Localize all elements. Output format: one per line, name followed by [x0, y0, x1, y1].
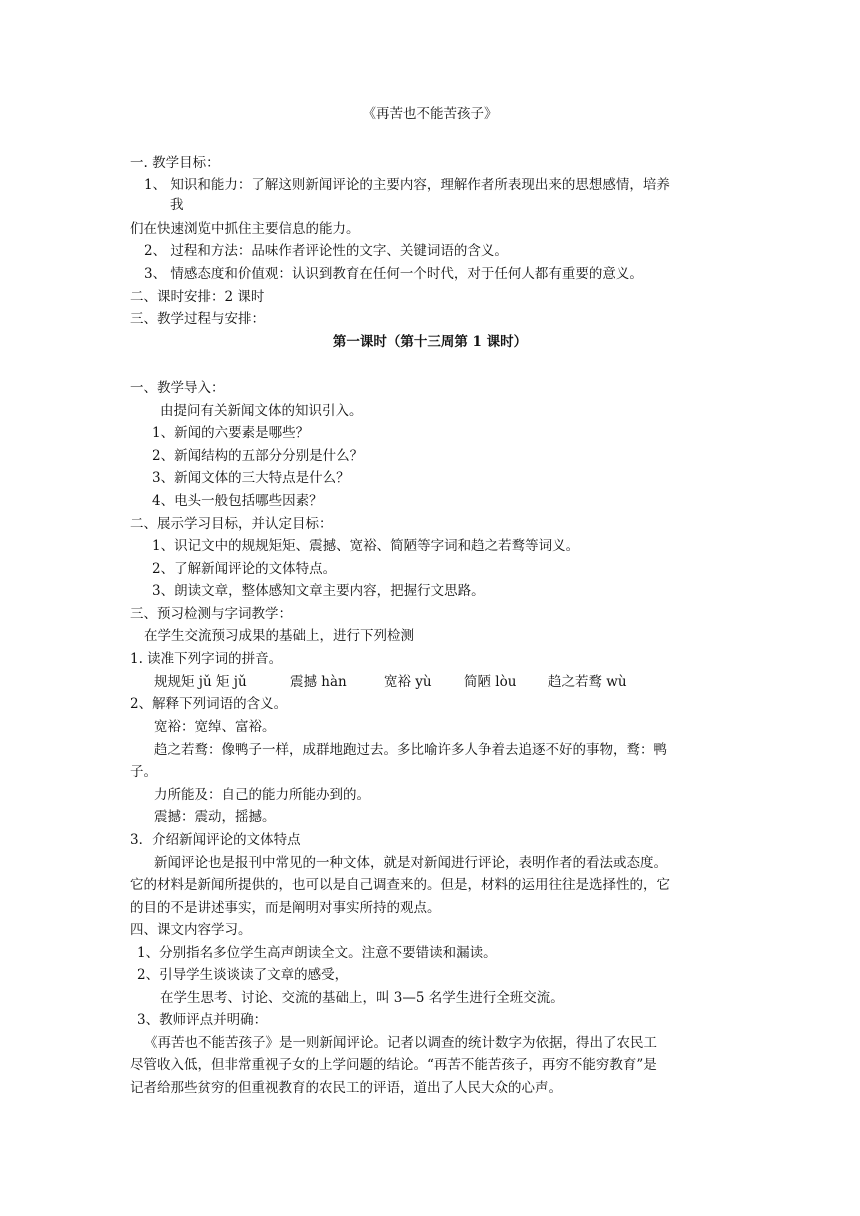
- goal-2: 2、 过程和方法：品味作者评论性的文字、关键词语的含义。: [144, 243, 508, 259]
- pinyin-item: 震撼 hàn: [290, 674, 347, 690]
- part-1-question-1: 1、新闻的六要素是哪些？: [152, 425, 310, 441]
- document-title: 《再苦也不能苦孩子》: [362, 106, 498, 122]
- definition-1: 宽裕：宽绰、富裕。: [154, 719, 276, 735]
- part-3-step-3: 3．介绍新闻评论的文体特点: [130, 832, 301, 848]
- pinyin-item: 趋之若鹜 wù: [548, 674, 627, 690]
- part-2-heading: 二、展示学习目标，并认定目标：: [130, 516, 333, 532]
- pinyin-item: 宽裕 yù: [384, 674, 432, 690]
- part-2-goal-3: 3、朗读文章，整体感知文章主要内容，把握行文思路。: [152, 583, 485, 599]
- lesson-heading: 第一课时（第十三周第 1 课时）: [332, 334, 528, 350]
- section-process: 三、教学过程与安排：: [130, 311, 265, 327]
- section-schedule: 二、课时安排：2 课时: [130, 289, 265, 305]
- part-1-question-4: 4、电头一般包括哪些因素？: [152, 493, 323, 509]
- part-4-item-2-detail: 在学生思考、讨论、交流的基础上，叫 3—5 名学生进行全班交流。: [160, 990, 564, 1006]
- part-2-goal-1: 1、识记文中的规规矩矩、震撼、宽裕、简陋等字词和趋之若鹜等词义。: [152, 538, 580, 554]
- part-1-question-2: 2、新闻结构的五部分分别是什么？: [152, 448, 364, 464]
- goal-3: 3、 情感态度和价值观：认识到教育在任何一个时代，对于任何人都有重要的意义。: [144, 266, 643, 282]
- part-4-heading: 四、课文内容学习。: [130, 922, 252, 938]
- conclusion-line-1: 《再苦也不能苦孩子》是一则新闻评论。记者以调查的统计数字为依据，得出了农民工: [144, 1035, 657, 1051]
- pinyin-item: 规规矩 jǔ 矩 jǔ: [154, 674, 247, 690]
- part-4-item-1: 1、分别指名多位学生高声朗读全文。注意不要错读和漏读。: [137, 945, 497, 961]
- feature-line-3: 的目的不是讲述事实，而是阐明对事实所持的观点。: [130, 900, 441, 916]
- pinyin-row: [0, 673, 860, 691]
- conclusion-line-2: 尽管收入低，但非常重视子女的上学问题的结论。“再苦不能苦孩子，再穷不能穷教育”是: [130, 1057, 657, 1073]
- part-3-step-1: 1. 读准下列字词的拼音。: [130, 651, 283, 667]
- part-1-question-3: 3、新闻文体的三大特点是什么？: [152, 470, 350, 486]
- feature-line-2: 它的材料是新闻所提供的，也可以是自己调查来的。但是，材料的运用往往是选择性的，它: [130, 877, 670, 893]
- definition-3: 力所能及：自己的能力所能办到的。: [154, 787, 370, 803]
- part-4-item-2: 2、引导学生谈谈读了文章的感受，: [137, 967, 349, 983]
- part-3-intro: 在学生交流预习成果的基础上，进行下列检测: [144, 628, 414, 644]
- section-heading-goals: 一. 教学目标：: [130, 155, 220, 171]
- goal-1-line-2: 我: [170, 197, 184, 213]
- conclusion-line-3: 记者给那些贫穷的但重视教育的农民工的评语，道出了人民大众的心声。: [130, 1080, 562, 1096]
- definition-2-line-2: 子。: [130, 764, 157, 780]
- part-1-intro: 由提问有关新闻文体的知识引入。: [160, 403, 363, 419]
- part-3-step-2: 2、解释下列词语的含义。: [130, 696, 288, 712]
- part-1-heading: 一、教学导入：: [130, 380, 225, 396]
- definition-2-line-1: 趋之若鹜：像鸭子一样，成群地跑过去。多比喻许多人争着去追逐不好的事物，鹜：鸭: [154, 742, 667, 758]
- feature-line-1: 新闻评论也是报刊中常见的一种文体，就是对新闻进行评论，表明作者的看法或态度。: [154, 855, 667, 871]
- goal-1-line-1: 1、 知识和能力：了解这则新闻评论的主要内容，理解作者所表现出来的思想感情，培养: [144, 177, 670, 193]
- part-2-goal-2: 2、了解新闻评论的文体特点。: [152, 561, 337, 577]
- pinyin-item: 简陋 lòu: [464, 674, 517, 690]
- part-4-item-3: 3、教师评点并明确：: [137, 1012, 268, 1028]
- part-3-heading: 三、预习检测与字词教学：: [130, 606, 292, 622]
- goal-1-line-3: 们在快速浏览中抓住主要信息的能力。: [130, 221, 360, 237]
- definition-4: 震撼：震动，摇撼。: [154, 809, 276, 825]
